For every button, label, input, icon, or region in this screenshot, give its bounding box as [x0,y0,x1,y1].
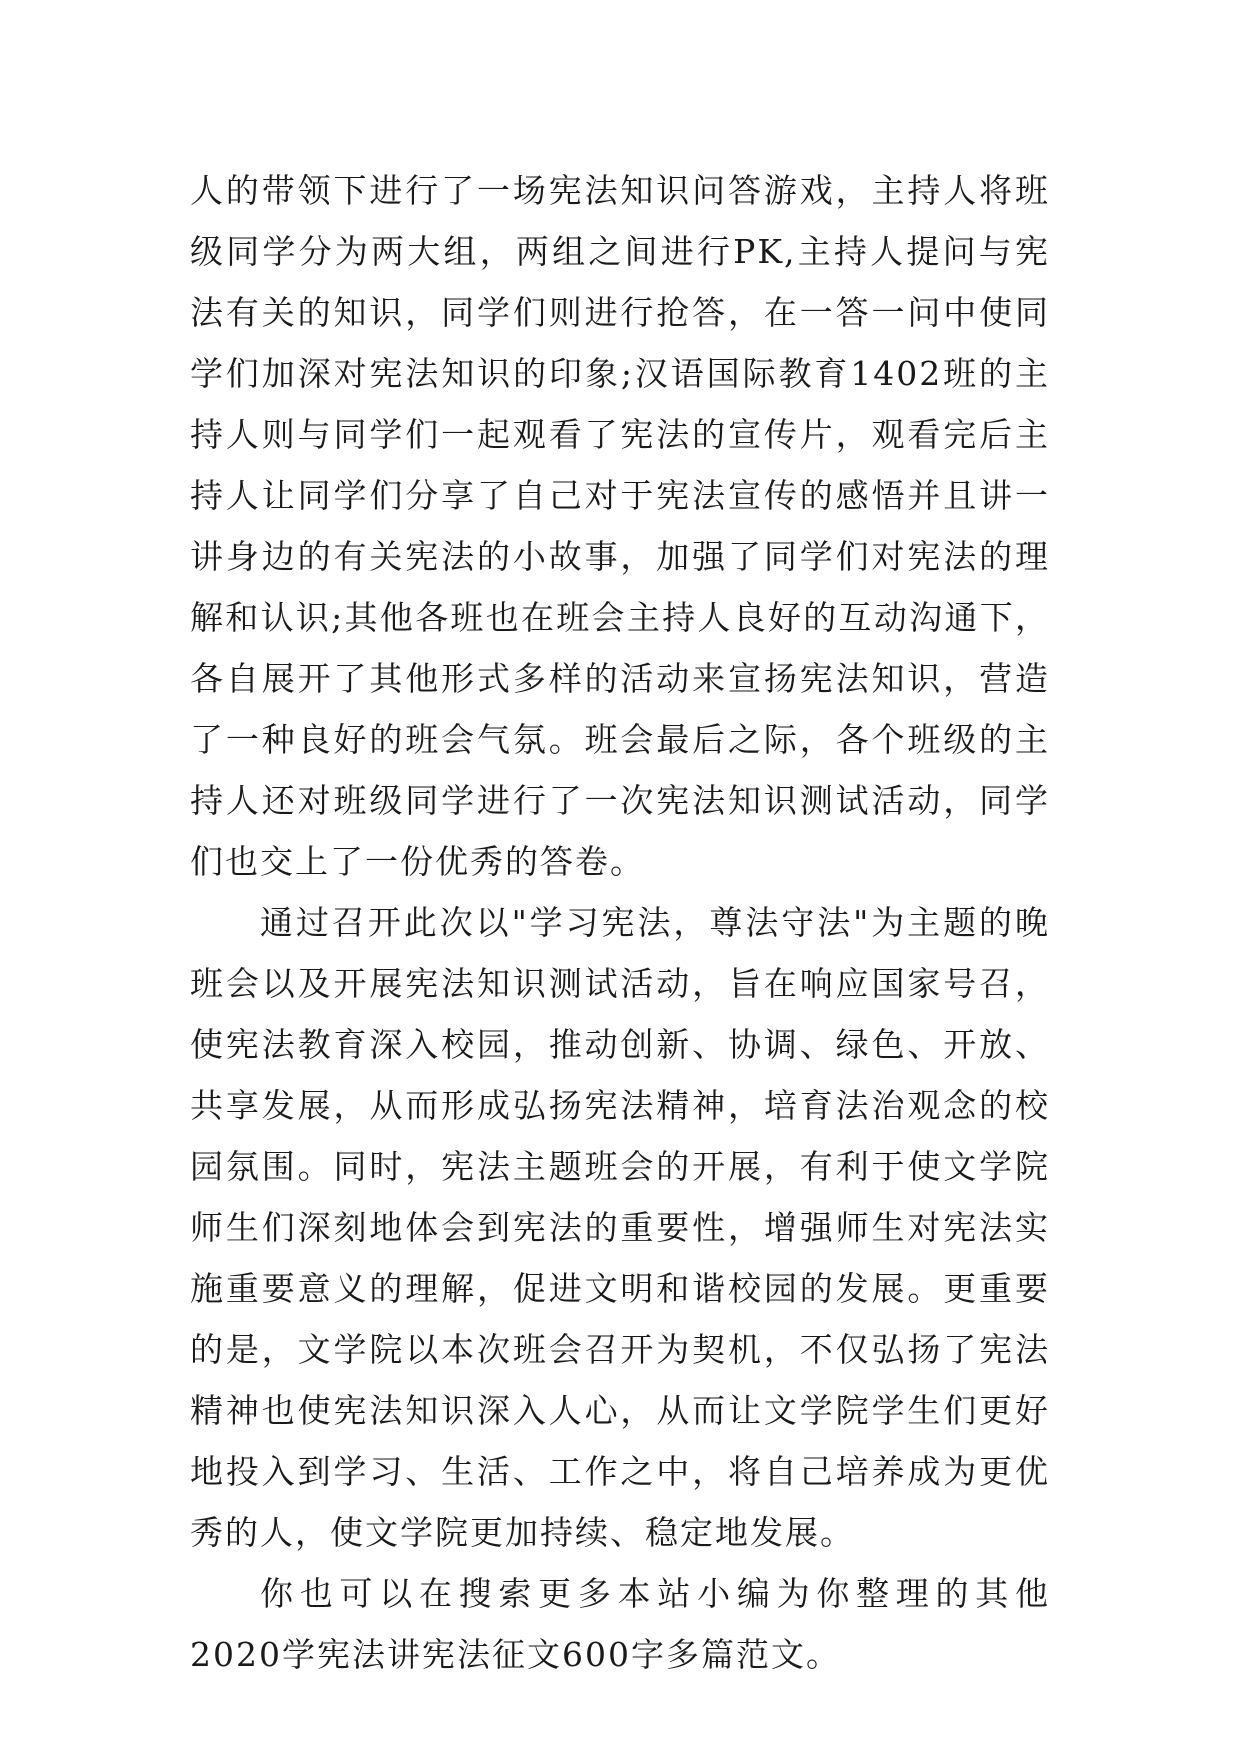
paragraph-2: 通过召开此次以"学习宪法，尊法守法"为主题的晚班会以及开展宪法知识测试活动，旨在响应国家号召，使宪法教育深入校园，推动创新、协调、绿色、开放、共享发展，从而形成弘扬宪法精神，培育法治观念的校园氛围。同时，宪法主题班会的开展，有利于使文学院师生们深刻地体会到宪法的重要性，增强师生对宪法实施重要意义的理解，促进文明和谐校园的发展。更重要的是，文学院以本次班会召开为契机，不仅弘扬了宪法精神也使宪法知识深入人心，从而让文学院学生们更好地投入到学习、生活、工作之中，将自己培养成为更优秀的人，使文学院更加持续、稳定地发展。 [190,903,1050,1552]
paragraph-3: 你也可以在搜索更多本站小编为你整理的其他2020学宪法讲宪法征文600字多篇范文。 [190,1574,1050,1674]
document-body [190,160,1050,1685]
paragraph-1: 人的带领下进行了一场宪法知识问答游戏，主持人将班级同学分为两大组，两组之间进行PK,主持人提问与宪法有关的知识，同学们则进行抢答，在一答一问中使同学们加深对宪法知识的印象;汉语国际教育1402班的主持人则与同学们一起观看了宪法的宣传片，观看完后主持人让同学们分享了自己对于宪法宣传的感悟并且讲一讲身边的有关宪法的小故事，加强了同学们对宪法的理解和认识;其他各班也在班会主持人良好的互动沟通下，各自展开了其他形式多样的活动来宣扬宪法知识，营造了一种良好的班会气氛。班会最后之际，各个班级的主持人还对班级同学进行了一次宪法知识测试活动，同学们也交上了一份优秀的答卷。 [190,171,1050,881]
